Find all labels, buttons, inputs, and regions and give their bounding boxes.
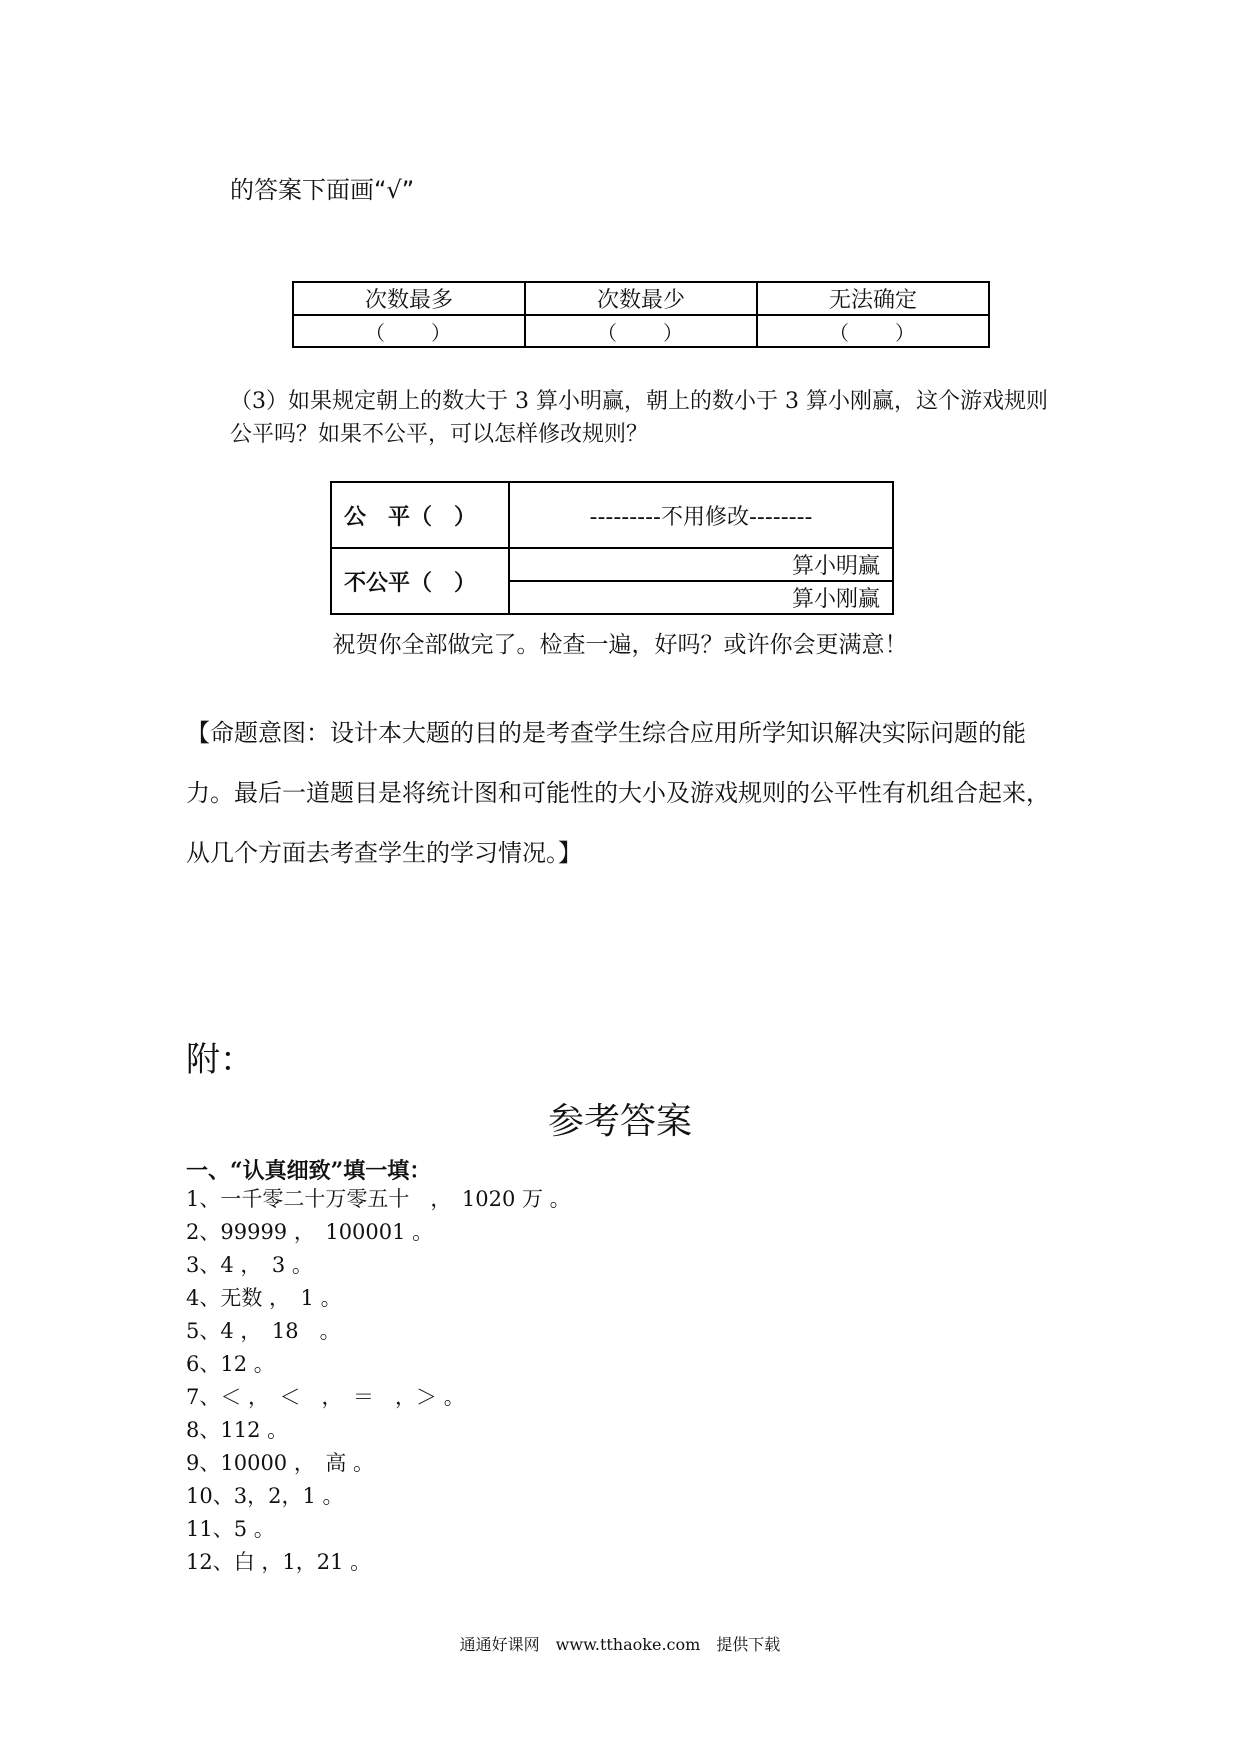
answer-list: [186, 1183, 571, 1579]
answer-item: 9、10000 ， 高 。: [186, 1451, 375, 1475]
section-heading: 一、“认真细致”填一填：: [186, 1158, 432, 1184]
design-intent-paragraph: 【命题意图：设计本大题的目的是考查学生综合应用所学知识解决实际问题的能力。最后一道题目是将统计图和可能性的大小及游戏规则的公平性有机组合起来，从几个方面去考查学生的学习情况。】: [186, 719, 1050, 867]
header-uncertain: 无法确定: [757, 282, 989, 315]
header-most: 次数最多: [293, 282, 525, 315]
intro-line: 的答案下面画“√”: [230, 176, 415, 204]
appendix-heading: 附：: [186, 1040, 254, 1080]
answer-item: 6、12 。: [186, 1352, 275, 1376]
fair-label[interactable]: 公 平（ ）: [331, 482, 509, 548]
answer-item: 2、99999 ， 100001 。: [186, 1220, 434, 1244]
question-3: （3）如果规定朝上的数大于 3 算小明赢，朝上的数小于 3 算小刚赢，这个游戏规则公平吗？如果不公平，可以怎样修改规则？: [230, 389, 1048, 447]
blank-most[interactable]: （ ）: [293, 315, 525, 347]
answer-item: 3、4 ， 3 。: [186, 1253, 313, 1277]
congrats-message: 祝贺你全部做完了。检查一遍，好吗？或许你会更满意！: [332, 632, 908, 658]
page-footer: 通通好课网 www.tthaoke.com 提供下载: [459, 1635, 781, 1654]
blank-uncertain[interactable]: （ ）: [757, 315, 989, 347]
answer-item: 5、4 ， 18 。: [186, 1319, 341, 1343]
answer-item: 7、＜ ， ＜ ， ＝ ，＞ 。: [186, 1385, 465, 1409]
likelihood-table: [292, 281, 990, 348]
header-least: 次数最少: [525, 282, 757, 315]
answer-item: 10、3，2，1 。: [186, 1484, 344, 1508]
likelihood-header-row: [293, 282, 989, 315]
answer-item: 11、5 。: [186, 1517, 275, 1541]
answer-item: 1、一千零二十万零五十 ， 1020 万 。: [186, 1187, 571, 1211]
fairness-table: [330, 481, 894, 615]
likelihood-blank-row: [293, 315, 989, 347]
fair-row: [331, 482, 893, 548]
win-ming-cell[interactable]: 算小明赢: [509, 548, 893, 581]
blank-least[interactable]: （ ）: [525, 315, 757, 347]
answer-title: 参考答案: [547, 1101, 692, 1142]
answer-item: 8、112 。: [186, 1418, 289, 1442]
no-change-text: ---------不用修改--------: [509, 482, 893, 548]
unfair-label[interactable]: 不公平（ ）: [331, 548, 509, 614]
win-gang-cell[interactable]: 算小刚赢: [509, 581, 893, 614]
answer-item: 4、无数 ， 1 。: [186, 1286, 342, 1310]
answer-item: 12、白 ，1，21 。: [186, 1550, 372, 1574]
unfair-row-1: [331, 548, 893, 581]
